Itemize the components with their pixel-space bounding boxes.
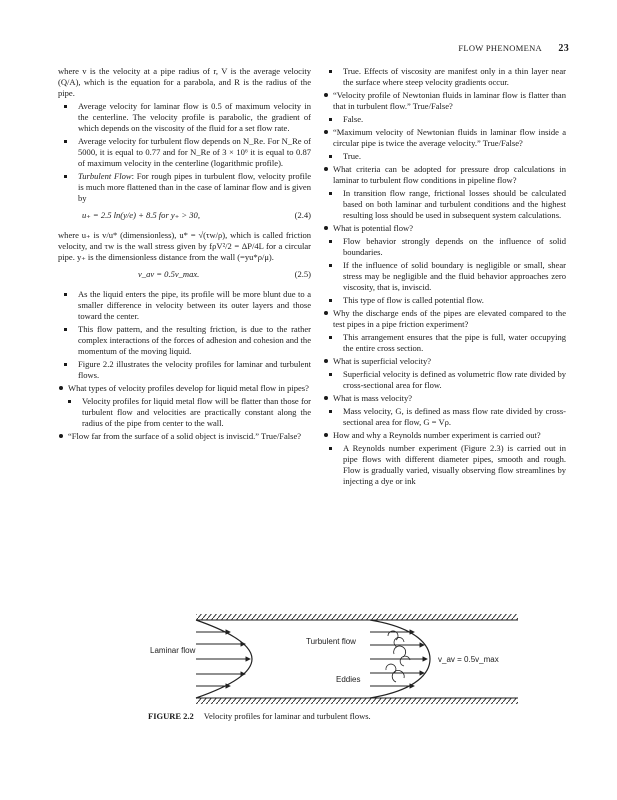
running-title: FLOW PHENOMENA [458,43,542,53]
bullet-turbulent-average: Average velocity for turbulent flow depends on N_Re. For N_Re of 5000, it is equal to 0.77 and for N_Re of 3 × 10⁶ it is equal to 0.87 of maximum velocity in the centerline (logarithmic profile). [58,136,311,169]
answer-inviscid: True. Effects of viscosity are manifest only in a thin layer near the surface where steep velocity gradients occur. [323,66,566,88]
question-mass-velocity: What is mass velocity? [323,393,566,404]
equation-2-4-where: where u₊ is v/u* (dimensionless), u* = √(τw/ρ), which is called friction velocity, and τw is the wall stress given by fρV²/2 = ΔP/4L for a circular pipe. y₊ is the dimensionless distance from the wall (=yu*ρ/μ). [58,230,311,262]
answer-potential-flow-2: If the influence of solid boundary is negligible or small, shear stress may be negligible and the fluid behavior approaches zero viscosity, that is, inviscid. [323,260,566,293]
answer-potential-flow-3: This type of flow is called potential flow. [323,295,566,306]
upper-pipe-wall [196,614,518,620]
label-turbulent-flow: Turbulent flow [306,637,356,646]
question-discharge-ends: Why the discharge ends of the pipes are elevated compared to the test pipes in a pipe friction experiment? [323,308,566,330]
bullet-flow-pattern: This flow pattern, and the resulting friction, is due to the rather complex interactions of the forces of adhesion and cohesion and the momentum of the moving liquid. [58,324,311,357]
equation-2-4-expression: u₊ = 2.5 ln(y/e) + 8.5 for y₊ > 30, [82,210,200,220]
answer-laminar-flatter: False. [323,114,566,125]
question-potential-flow: What is potential flow? [323,223,566,234]
question-liquid-metal: What types of velocity profiles develop for liquid metal flow in pipes? [58,383,311,394]
answer-superficial-velocity: Superficial velocity is defined as volumetric flow rate divided by cross-sectional area for flow. [323,369,566,391]
answer-potential-flow-1: Flow behavior strongly depends on the influence of solid boundaries. [323,236,566,258]
equation-2-4-number: (2.4) [294,210,311,220]
question-superficial-velocity: What is superficial velocity? [323,356,566,367]
answer-reynolds-experiment: A Reynolds number experiment (Figure 2.3) is carried out in pipe flows with different diameter pipes, smooth and rough. Flow is gradually varied, visually observing flow streamlines by injecting a dye or ink [323,443,566,487]
label-average-velocity: v_av = 0.5v_max [438,655,499,664]
intro-paragraph: where v is the velocity at a pipe radius of r, V is the average velocity (Q/A), which is the equation for a parabola, and R is the radius of the pipe. [58,66,311,98]
answer-mass-velocity: Mass velocity, G, is defined as mass flow rate divided by cross-sectional area for flow, G = Vρ. [323,406,566,428]
figure-caption [148,711,371,721]
label-eddies: Eddies [336,675,361,684]
equation-2-4 [58,210,311,224]
answer-maximum-velocity: True. [323,151,566,162]
question-inviscid: “Flow far from the surface of a solid object is inviscid.” True/False? [58,431,311,442]
bullet-turbulent-flow [58,171,311,204]
answer-pressure-drop: In transition flow range, frictional losses should be calculated based on both laminar and turbulent conditions and the highest resulting loss should be used in subsequent system calculations. [323,188,566,221]
figure-caption-label: FIGURE 2.2 [148,711,194,721]
turbulent-arrows [370,632,427,686]
question-pressure-drop: What criteria can be adopted for pressure drop calculations in laminar to turbulent flow conditions in pipeline flow? [323,164,566,186]
answer-liquid-metal: Velocity profiles for liquid metal flow will be flatter than those for turbulent flow and velocities are practically constant along the radius of the pipe from center to the wall. [62,396,311,429]
laminar-arrows [196,632,250,686]
velocity-profile-diagram [148,612,528,708]
question-reynolds-experiment: How and why a Reynolds number experiment is carried out? [323,430,566,441]
left-column [58,66,311,444]
bullet-entry-profile: As the liquid enters the pipe, its profile will be more blunt due to a smaller difference in velocity between its outer layers and those toward the center. [58,289,311,322]
bullet-figure-reference: Figure 2.2 illustrates the velocity profiles for laminar and turbulent flows. [58,359,311,381]
right-column [323,66,566,489]
bullet-laminar-average: Average velocity for laminar flow is 0.5 of maximum velocity in the centerline. The velocity profile is parabolic, the gradient of which depends on the viscosity of the fluid for a set flow rate. [58,101,311,134]
equation-2-5-number: (2.5) [294,269,311,279]
turbulent-flow-lead: Turbulent Flow [78,171,132,181]
eddies [386,631,410,682]
question-maximum-velocity: “Maximum velocity of Newtonian fluids in laminar flow inside a circular pipe is twice the average velocity.” True/False? [323,127,566,149]
question-laminar-flatter: “Velocity profile of Newtonian fluids in laminar flow is flatter than that in turbulent flow.” True/False? [323,90,566,112]
page-number: 23 [558,43,569,54]
equation-2-5 [58,269,311,283]
figure-2-2 [148,612,528,708]
figure-caption-text: Velocity profiles for laminar and turbulent flows. [203,711,371,721]
running-header [458,43,569,54]
turbulent-flow-text: : For rough pipes in turbulent flow, velocity profile is much more flattened than in the case of laminar flow and is given by [78,171,312,203]
equation-2-5-expression: v_av = 0.5v_max. [138,269,200,279]
lower-pipe-wall [196,698,518,704]
answer-discharge-ends: This arrangement ensures that the pipe is full, water occupying the entire cross section. [323,332,566,354]
label-laminar-flow: Laminar flow [150,646,196,655]
